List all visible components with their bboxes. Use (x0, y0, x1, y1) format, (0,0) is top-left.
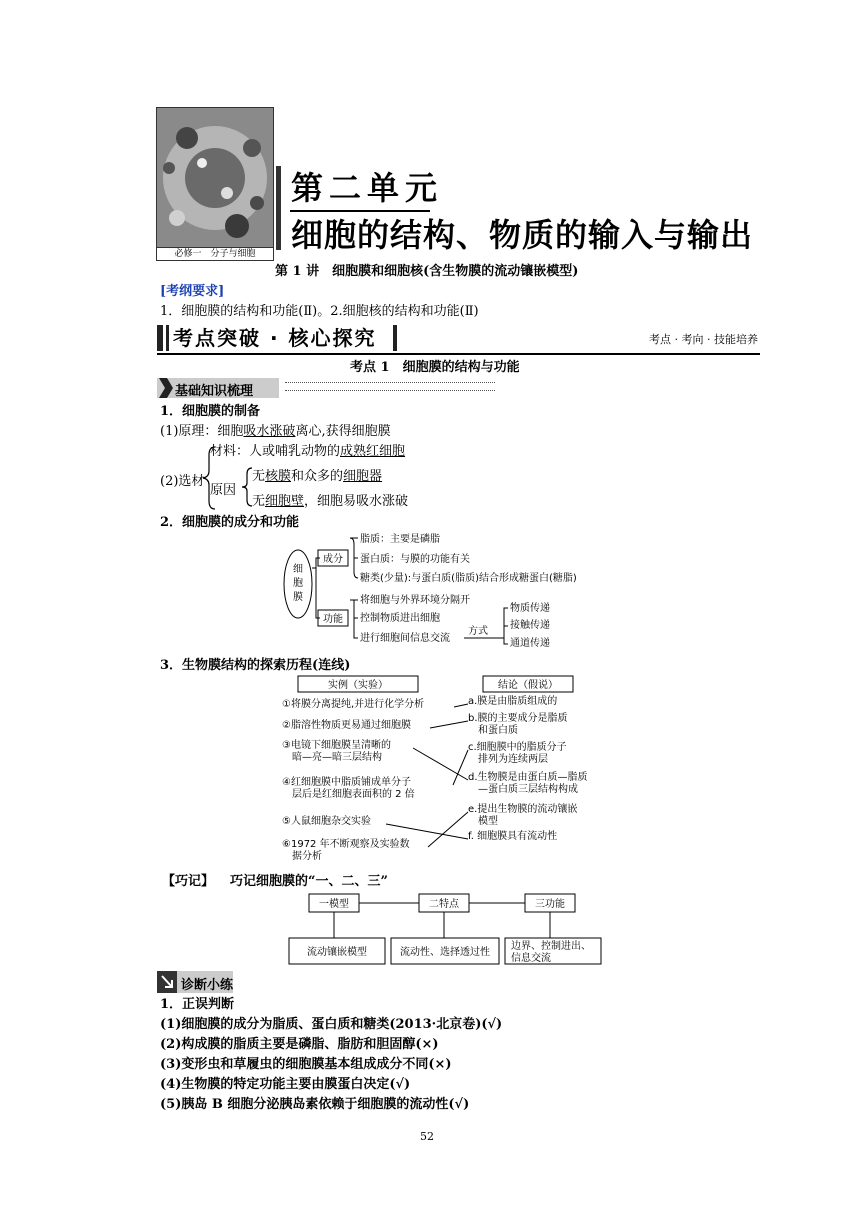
composition-label: 成分 (323, 554, 343, 565)
root-2: 胞 (293, 578, 303, 589)
reason-label: 原因 (210, 483, 237, 498)
s2-heading: 2．细胞膜的成分和功能 (160, 515, 300, 530)
f3: 进行细胞间信息交流 (360, 633, 450, 644)
experiment-item: ①将膜分离提纯,并进行化学分析 (282, 699, 425, 710)
conclusion-item: —蛋白质三层结构构成 (468, 784, 578, 795)
banner-bar (157, 325, 163, 351)
conclusion-item: c.细胞膜中的脂质分子 (468, 742, 567, 753)
material-pre: 材料：人或哺乳动物的 (210, 444, 341, 459)
link-3d (413, 748, 468, 780)
left-items (282, 697, 424, 862)
unit-title: 第二单元 (291, 169, 444, 207)
conclusion-item: 排列为连续两层 (468, 754, 548, 765)
experiment-item: ⑤人鼠细胞杂交实验 (282, 816, 371, 827)
experiment-item: 层后是红细胞表面积的 2 倍 (282, 789, 415, 800)
arrow-icon (159, 378, 173, 398)
memo-top-2: 二特点 (429, 899, 459, 910)
reason1-u: 核膜 (265, 469, 292, 484)
practice-item-4: (4)生物膜的特定功能主要由膜蛋白决定(√) (160, 1077, 411, 1092)
protein: 蛋白质：与膜的功能有关 (360, 554, 470, 565)
material-u: 成熟红细胞 (340, 444, 406, 459)
experiment-item: ④红细胞膜中脂质铺成单分子 (282, 777, 411, 788)
col-left: 实例（实验） (328, 680, 388, 691)
memo-bottom-3: 边界、控制进出、 (511, 941, 591, 952)
link-1a (454, 704, 468, 707)
practice-item-3: (3)变形虫和草履虫的细胞膜基本组成成分不同(×) (160, 1057, 452, 1072)
experiment-item: 据分析 (282, 851, 322, 862)
memo-title: 巧记细胞膜的“一、二、三” (230, 874, 388, 889)
reason2-pre: 无 (252, 494, 266, 509)
practice-arrow-box (157, 971, 177, 993)
memo-bottom-4: 信息交流 (511, 953, 551, 964)
sugar: 糖类(少量):与蛋白质(脂质)结合形成糖蛋白(糖脂) (360, 573, 577, 584)
conclusion-item: e.提出生物膜的流动镶嵌 (468, 804, 578, 815)
membrane-diagram (280, 528, 620, 650)
experiment-item: ③电镜下细胞膜呈清晰的 (282, 740, 391, 751)
section-banner (157, 323, 760, 355)
memo-diagram (285, 892, 605, 968)
memo-top-3: 三功能 (535, 899, 565, 910)
unit-title-underline (290, 210, 430, 212)
banner-right: 考点 · 考向 · 技能培养 (649, 333, 758, 346)
s1-principle (160, 423, 391, 441)
reason1-u2: 细胞器 (343, 469, 383, 484)
practice-item-1: (1)细胞膜的成分为脂质、蛋白质和糖类(2013·北京卷)(√) (160, 1017, 503, 1032)
memo-top-1: 一模型 (319, 899, 349, 910)
function-label: 功能 (323, 614, 343, 625)
practice-banner-text: 诊断小练 (181, 978, 234, 993)
dotted-line-2 (285, 390, 495, 391)
conclusion-item: 和蛋白质 (468, 725, 518, 736)
cover-caption: 必修一 分子与细胞 (157, 247, 273, 260)
experiment-item: 暗—亮—暗三层结构 (282, 752, 382, 763)
unit-subtitle: 细胞的结构、物质的输入与输出 (291, 216, 754, 254)
s3-heading: 3．生物膜结构的探索历程(连线) (160, 658, 351, 673)
s1-heading: 1．细胞膜的制备 (160, 404, 261, 419)
dotted-line (285, 382, 495, 383)
principle-pre: (1)原理：细胞 (160, 424, 244, 439)
experiment-item: ⑥1972 年不断观察及实验数 (282, 839, 410, 850)
m3: 通道传递 (510, 638, 550, 649)
link-5f (386, 824, 468, 839)
memo-bottom-1: 流动镶嵌模型 (307, 947, 367, 958)
reason2-u: 细胞壁 (265, 494, 305, 509)
title-bar (276, 166, 281, 250)
banner-bar3 (393, 325, 397, 351)
history-diagram (278, 674, 618, 870)
page-number: 52 (420, 1130, 434, 1143)
link-6e (428, 812, 468, 847)
practice-heading: 1．正误判断 (160, 997, 235, 1012)
conclusion-item: f. 细胞膜具有流动性 (468, 831, 558, 842)
conclusion-item: 模型 (468, 816, 498, 827)
practice-banner (157, 971, 233, 993)
cover-image (156, 107, 274, 261)
memo-label: 【巧记】 (162, 874, 215, 889)
memo-bottom-2: 流动性、选择透过性 (400, 947, 490, 958)
lecture-title: 第 1 讲 细胞膜和细胞核(含生物膜的流动镶嵌模型) (275, 264, 579, 279)
select-label: (2)选材 (160, 474, 205, 489)
reason1 (252, 468, 382, 486)
lipid: 脂质：主要是磷脂 (360, 534, 440, 545)
m1: 物质传递 (510, 603, 550, 614)
s1-material (210, 443, 405, 461)
principle-u: 吸水涨破 (243, 424, 296, 439)
practice-item-2: (2)构成膜的脂质主要是磷脂、脂肪和胆固醇(×) (160, 1037, 439, 1052)
syllabus-text: 1．细胞膜的结构和功能(Ⅱ)。2.细胞核的结构和功能(Ⅱ) (160, 304, 479, 319)
conclusion-item: b.膜的主要成分是脂质 (468, 713, 568, 724)
kaodian-title: 考点 1 细胞膜的结构与功能 (350, 360, 520, 375)
arrow-down-right-icon (157, 971, 177, 993)
memo-line (162, 873, 388, 891)
link-4c (453, 750, 468, 785)
root-3: 膜 (293, 592, 303, 603)
reason1-mid: 和众多的 (291, 469, 344, 484)
principle-post: 离心,获得细胞膜 (295, 424, 391, 439)
col-right: 结论（假说） (498, 680, 558, 691)
experiment-item: ②脂溶性物质更易通过细胞膜 (282, 720, 411, 731)
link-2b (430, 721, 468, 728)
reason1-pre: 无 (252, 469, 266, 484)
basic-knowledge-text: 基础知识梳理 (175, 384, 254, 399)
conclusion-item: a.膜是由脂质组成的 (468, 696, 558, 707)
f2: 控制物质进出细胞 (360, 613, 440, 624)
reason2-post: ，细胞易吸水涨破 (304, 494, 409, 509)
cell-illustration (157, 108, 273, 248)
banner-bar2 (166, 325, 169, 351)
method: 方式 (468, 626, 488, 637)
conclusion-item: d.生物膜是由蛋白质—脂质 (468, 772, 588, 783)
f1: 将细胞与外界环境分隔开 (360, 595, 470, 606)
basic-knowledge-label (157, 378, 279, 398)
root-1: 细 (293, 564, 303, 575)
m2: 接触传递 (510, 620, 550, 631)
reason2 (252, 493, 408, 511)
brace-icon (201, 445, 221, 511)
right-items (468, 694, 588, 842)
practice-item-5: (5)胰岛 B 细胞分泌胰岛素依赖于细胞膜的流动性(√) (160, 1097, 470, 1112)
syllabus-label: [考纲要求] (160, 284, 225, 299)
banner-title: 考点突破 · 核心探究 (173, 326, 377, 350)
